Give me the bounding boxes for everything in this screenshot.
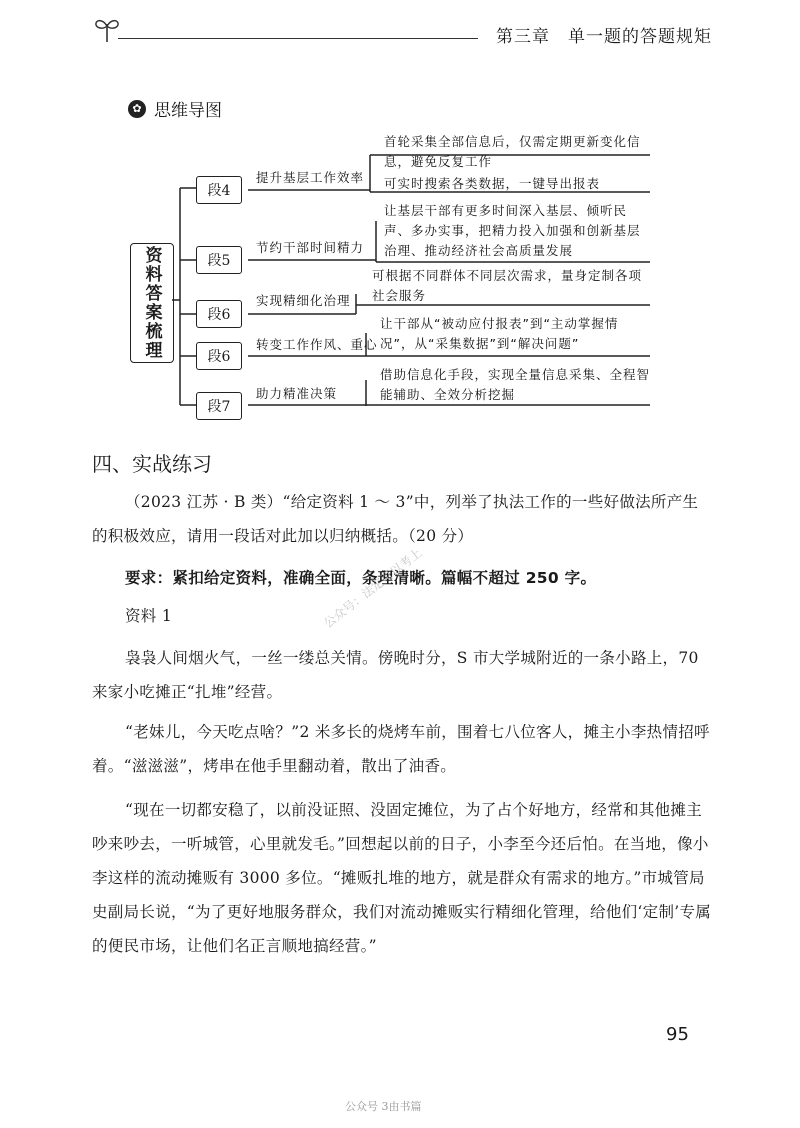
- branch-note: 让基层干部有更多时间深入基层、倾听民声、多办实事，把精力投入加强和创新基层治理、推动经济社会高质量发展: [384, 203, 641, 258]
- material-paragraph: “现在一切都安稳了，以前没证照、没固定摊位，为了占个好地方，经常和其他摊主吵来吵去，一听城管，心里就发毛。”回想起以前的日子，小李至今还后怕。在当地，像小李这样的流动摊贩有 3000 多位。“摊贩扎堆的地方，就是群众有需求的地方。”市城管局史副局长说，“为了更好地服务群众，我们对流动摊贩实行精细化管理，给他们‘定制’专属的便民市场，让他们名正言顺地搞经营。”: [92, 801, 712, 955]
- page-number: 95: [666, 1024, 689, 1045]
- branch-label: 助力精准决策: [256, 386, 338, 401]
- branch-label: 提升基层工作效率: [256, 170, 365, 185]
- material-paragraph: 袅袅人间烟火气，一丝一缕总关情。傍晚时分，S 市大学城附近的一条小路上，70 来家小吃摊正“扎堆”经营。: [92, 649, 699, 701]
- segment-box: 段7: [196, 392, 242, 420]
- requirement-line: 要求：紧扣给定资料，准确全面，条理清晰。篇幅不超过 250 字。: [125, 569, 597, 587]
- branch-note: 让干部从“被动应付报表”到“主动掌握情况”，从“采集数据”到“解决问题”: [380, 316, 619, 351]
- mind-map-root: 资料答案梳理: [130, 243, 174, 363]
- watermark: 公众号：法定可以考上: [321, 545, 425, 631]
- segment-box: 段5: [196, 246, 242, 274]
- material-paragraph: “老妹儿，今天吃点啥？”2 米多长的烧烤车前，围着七八位客人，摊主小李热情招呼着。“滋滋滋”，烤串在他手里翻动着，散出了油香。: [92, 723, 710, 775]
- branch-label: 实现精细化治理: [256, 293, 351, 308]
- branch-label: 节约干部时间精力: [256, 240, 365, 255]
- question-paragraph: （2023 江苏 · B 类）“给定资料 1 ～ 3”中，列举了执法工作的一些好做法所产生的积极效应，请用一段话对此加以归纳概括。（20 分）: [92, 493, 699, 545]
- mind-map-label: 思维导图: [154, 101, 222, 121]
- branch-note: 首轮采集全部信息后，仅需定期更新变化信息，避免反复工作: [384, 134, 641, 169]
- footer-watermark: 公众号 3由书篇: [345, 1100, 422, 1113]
- segment-box: 段6: [196, 300, 242, 328]
- material-label: 资料 1: [125, 607, 172, 625]
- flower-bullet-icon: ✿: [128, 100, 146, 118]
- branch-label: 转变工作作风、重心: [256, 337, 378, 352]
- segment-box: 段4: [196, 176, 242, 204]
- section-title: 四、实战练习: [92, 452, 212, 476]
- branch-note: 可实时搜索各类数据，一键导出报表: [384, 176, 601, 191]
- branch-note: 可根据不同群体不同层次需求，量身定制各项社会服务: [372, 268, 643, 303]
- branch-note: 借助信息化手段，实现全量信息采集、全程智能辅助、全效分析挖掘: [380, 367, 651, 402]
- segment-box: 段6: [196, 342, 242, 370]
- chapter-title: 第三章 单一题的答题规矩: [496, 27, 712, 47]
